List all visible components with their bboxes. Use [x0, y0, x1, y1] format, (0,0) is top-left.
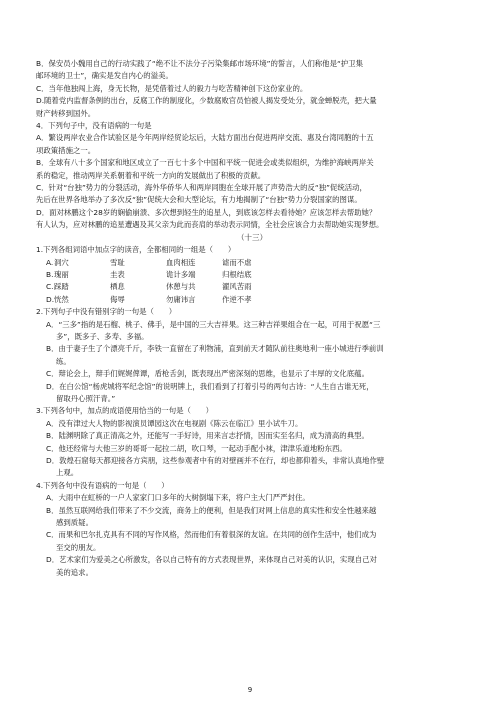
option-line: C．辩论会上，辩手们娓娓俾谭，盾枪舌剑，既表现出严密深刻的思维，也显示了丰厚的文化底蕴。	[46, 369, 369, 379]
text-line: 有人认为，应对林鹏的追星遭遇及其父亲为此而丧肩的举动表示同情，全社会应该合力去帮助她实现梦想。	[36, 220, 384, 230]
option-line: A．“三多”指的是石榴、桃子、佛手，是中国的三大吉祥果。这三种吉祥果组合在一起，可用于祝愿“三	[46, 319, 381, 329]
text-line: 系的稳定，推动两岸关系朝着和平统一方向的发展做出了积极的贡献。	[36, 170, 266, 180]
text-line: D．面对林鹏这个28岁的娴偷崩溃、多次想到轻生的追星人，到底该怎样去看待她？应该怎样去帮助她？	[36, 207, 377, 217]
option-line: 上观。	[56, 468, 79, 478]
option-word: 恍然	[54, 294, 69, 304]
option-line: 留取丹心照汗青。”	[56, 393, 116, 403]
option-word: 休憩与共	[166, 282, 196, 292]
text-line: D.随着党内监督条例的出台，反腐工作的制度化，少数腐败官员怕被人揭发受处分，就金蝉脱壳，把大量	[36, 96, 377, 106]
option-line: D．在白公馆“杨虎城将军纪念馆”的说明牌上，我们看到了打着引号的两句古诗：“人生自古谁无死，	[46, 381, 374, 391]
text-line: 先后在世界各地举办了多次反“独”促统大会和大型论坛，有力地揭制了“台独”势力分裂国家的图谋。	[36, 195, 362, 205]
question-3-options	[36, 418, 468, 480]
question-2-stem: 2.下列句子中没有错别字的一句是（ ）	[36, 307, 177, 317]
text-line: B．全球有八十多个国家和地区成立了一百七十多个中国和平统一促进会或类似组织，为维护海峡两岸关	[36, 158, 374, 168]
option-word: 归根结底	[222, 269, 252, 279]
question-1-stem: 1.下列各组词语中加点字的读音，全都相同的一组是（ ）	[36, 245, 236, 255]
question-2	[36, 306, 468, 405]
question-2-options	[36, 319, 468, 406]
option-word: 踩踏	[54, 282, 69, 292]
option-word: 雪耻	[110, 257, 125, 267]
text-line: C．当年他独闯上海，身无长物，是凭借着过人的毅力与吃苦精神创下这份家业的。	[36, 83, 308, 93]
option-row	[36, 294, 468, 306]
option-line: B．陆渊明除了真正清高之外，还能写一手好诗，用来言志抒情，因而实至名归，成为清高的典型。	[46, 431, 369, 441]
option-word: 栖息	[110, 282, 125, 292]
option-line: 练。	[56, 356, 71, 366]
option-line: D．敦煌石窟每天都迎接各方宾朋，这些参观者中有的对壁画并不在行，却也都仰着头，非常认真地作壁	[46, 456, 385, 465]
option-row	[36, 281, 468, 293]
question-4	[36, 480, 468, 579]
text-line: A．繁设两岸农业合作试验区是今年两岸经贸论坛后，大陆方面出台促进两岸交流、惠及台湾同胞的十五	[36, 133, 374, 143]
question-1-options	[36, 257, 468, 307]
option-word: 瑰丽	[54, 269, 69, 279]
option-line: 至交的朋友。	[56, 542, 101, 552]
question-4-options	[36, 492, 468, 579]
text-line: 财产转移到国外。	[36, 108, 96, 118]
option-line: C．而果和巴尔扎克具有不同的写作风格，然而他们有着很深的友谊。在共同的创作生活中，他们成为	[46, 530, 377, 540]
option-line: A．没有津过大人物的影视演员谭园这次在电视剧《陈云在临江》里小试牛刀。	[46, 418, 303, 428]
option-label: D.	[46, 294, 55, 304]
option-line: A．大雨中在虹桥的一户人家家门口多年的大树倒塌下来，将户主大门严严封住。	[46, 493, 310, 503]
option-word: 圭表	[110, 269, 125, 279]
option-label: A.	[46, 257, 54, 267]
text-line: 项政策措施之一。	[36, 145, 96, 155]
question-3-stem: 3.下列各句中，加点的成语使用恰当的一句是（ ）	[36, 406, 214, 416]
option-line: C．他还经常与大他三岁的哥哥一起拉二胡，吹口琴，一起动手配小袜，津津乐道地粉东西。	[46, 443, 347, 453]
option-word: 勿庸讳言	[166, 294, 196, 304]
option-word: 诡计多端	[166, 269, 196, 279]
option-word: 洞穴	[54, 257, 69, 267]
option-label: B.	[46, 269, 54, 279]
text-line: B．保安员小魏用自己的行动实践了“绝不让不法分子污染集邮市场环境”的誓言，人们称他是“护卫集	[36, 59, 363, 68]
option-line: B．由于妻子生了个漂亮千斤，李铁一直留在了利物浦，直到前天才随队前往奥地利一座小城进行季前训	[46, 344, 384, 354]
option-word: 濯风苦雨	[222, 282, 252, 292]
option-row	[36, 257, 468, 269]
option-row	[36, 269, 468, 281]
option-label: C.	[46, 282, 54, 292]
option-word: 侮辱	[110, 294, 125, 304]
text-line: 邮环境的卫士”，确实是发自内心的溢美。	[36, 71, 173, 81]
option-line: 美的追求。	[56, 567, 93, 577]
continued-questions	[36, 58, 468, 232]
option-word: 作逆不孝	[222, 294, 252, 304]
page-number: 9	[247, 686, 253, 694]
question-1	[36, 244, 468, 306]
option-line: B．虽然互联网给我们带来了不少交流，商务上的便利，但是我们对网上信息的真实性和安全性越来越	[46, 505, 377, 515]
text-line: C．针对“台独”势力的分裂活动，海外华侨华人和两岸同胞在全球开展了声势浩大的反“独”促统活动，	[36, 183, 367, 193]
option-word: 谑而不虐	[222, 257, 252, 267]
text-line: 4．下列句子中，没有语病的一句是	[36, 121, 152, 131]
option-line: 感到质疑。	[56, 518, 93, 528]
option-word: 血肉相连	[166, 257, 196, 267]
section-heading: （十三）	[236, 232, 268, 242]
document-body	[36, 58, 468, 579]
option-line: D．艺术家们为爱美之心所激发，各以自己特有的方式表现世界，来体现自己对美的认识，实现自己对	[46, 555, 377, 565]
question-3	[36, 405, 468, 479]
question-4-stem: 4.下列各句中没有语病的一句是（ ）	[36, 480, 169, 490]
option-line: 多”，既多子、多寿、多福。	[56, 331, 149, 341]
